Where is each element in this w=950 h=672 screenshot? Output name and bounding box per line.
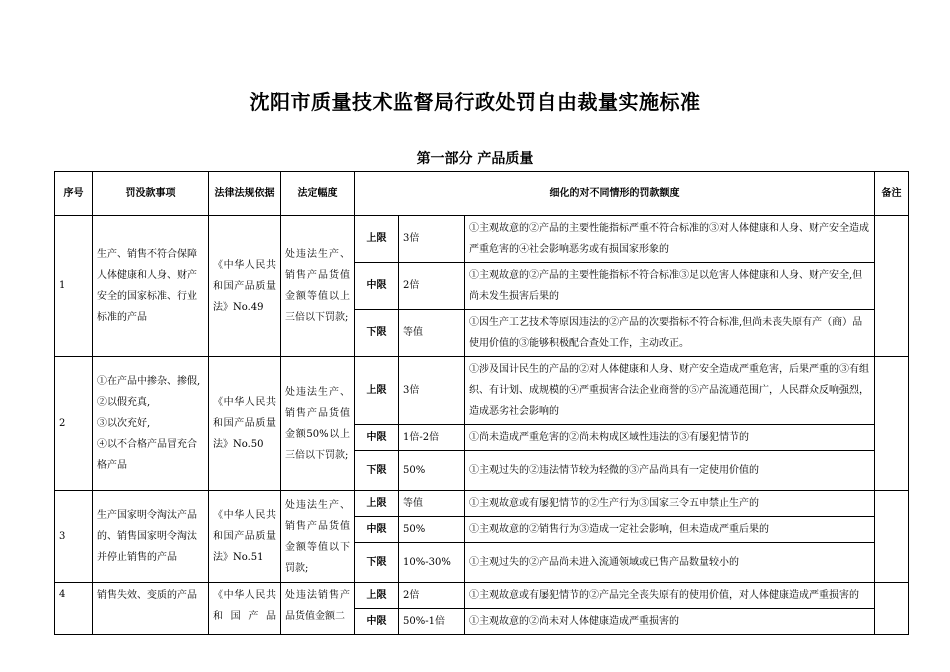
level-multiplier: 50%-1倍 <box>399 609 465 635</box>
row-range: 处违法销售产品货值金额二 <box>281 583 355 635</box>
row-law: 《中华人民共和国产品 <box>209 583 281 635</box>
row-note <box>875 216 909 357</box>
row-seq: 4 <box>55 583 93 635</box>
level-label: 下限 <box>355 451 399 491</box>
row-item: 生产国家明令淘汰产品的、销售国家明令淘汰并停止销售的产品 <box>93 491 209 583</box>
header-seq: 序号 <box>55 172 93 216</box>
level-multiplier: 10%-30% <box>399 543 465 583</box>
level-detail: ①涉及国计民生的产品的②对人体健康和人身、财产安全造成严重危害，后果严重的③有组织、有计划、成规模的④严重损害合法企业商誉的⑤产品流通范围广，人民群众反响强烈，造成恶劣社会影响的 <box>465 357 875 425</box>
document-title: 沈阳市质量技术监督局行政处罚自由裁量实施标准 <box>249 90 701 114</box>
level-detail: ①因生产工艺技术等原因违法的②产品的次要指标不符合标准,但尚未丧失原有产（商）品使用价值的③能够积极配合查处工作，主动改正。 <box>465 310 875 357</box>
item-line: ①在产品中掺杂、掺假, <box>97 376 201 387</box>
level-multiplier: 2倍 <box>399 583 465 609</box>
header-law: 法律法规依据 <box>209 172 281 216</box>
table-row <box>55 216 909 263</box>
level-label: 上限 <box>355 491 399 517</box>
level-label: 上限 <box>355 216 399 263</box>
table-row <box>55 491 909 517</box>
row-seq: 2 <box>55 357 93 491</box>
row-law: 《中华人民共和国产品质量法》No.49 <box>209 216 281 357</box>
row-note <box>875 357 909 491</box>
header-note: 备注 <box>875 172 909 216</box>
level-label: 中限 <box>355 517 399 543</box>
row-seq: 1 <box>55 216 93 357</box>
row-item: 生产、销售不符合保障人体健康和人身、财产安全的国家标准、行业标准的产品 <box>93 216 209 357</box>
row-range: 处违法生产、销售产品货值金额等值以下罚款; <box>281 491 355 583</box>
level-detail: ①主观过失的②违法情节较为轻微的③产品尚具有一定使用价值的 <box>465 451 875 491</box>
level-multiplier: 等值 <box>399 310 465 357</box>
item-line: ④以不合格产品冒充合格产品 <box>97 439 197 471</box>
table-header-row <box>55 172 909 216</box>
level-multiplier: 等值 <box>399 491 465 517</box>
row-note <box>875 491 909 583</box>
level-detail: ①主观故意的②产品的主要性能指标不符合标准③足以危害人体健康和人身、财产安全,但尚未发生损害后果的 <box>465 263 875 310</box>
level-multiplier: 3倍 <box>399 216 465 263</box>
row-seq: 3 <box>55 491 93 583</box>
row-law: 《中华人民共和国产品质量法》No.50 <box>209 357 281 491</box>
header-item: 罚没款事项 <box>93 172 209 216</box>
item-line: ③以次充好, <box>97 418 151 429</box>
level-multiplier: 2倍 <box>399 263 465 310</box>
level-multiplier: 3倍 <box>399 357 465 425</box>
level-detail: ①主观过失的②产品尚未进入流通领域或已售产品数量较小的 <box>465 543 875 583</box>
part-title: 第一部分 产品质量 <box>416 151 534 167</box>
level-label: 中限 <box>355 425 399 451</box>
level-detail: ①主观故意的②尚未对人体健康造成严重损害的 <box>465 609 875 635</box>
level-label: 中限 <box>355 263 399 310</box>
level-label: 下限 <box>355 310 399 357</box>
row-note <box>875 583 909 635</box>
level-label: 上限 <box>355 357 399 425</box>
level-detail: ①主观故意或有屡犯情节的②产品完全丧失原有的使用价值，对人体健康造成严重损害的 <box>465 583 875 609</box>
item-line: ②以假充真, <box>97 397 151 408</box>
level-multiplier: 50% <box>399 517 465 543</box>
table-row <box>55 583 909 609</box>
table-row <box>55 357 909 425</box>
row-range: 处违法生产、销售产品货值金额50%以上三倍以下罚款; <box>281 357 355 491</box>
level-detail: ①主观故意的②销售行为③造成一定社会影响，但未造成严重后果的 <box>465 517 875 543</box>
level-detail: ①尚未造成严重危害的②尚未构成区域性违法的③有屡犯情节的 <box>465 425 875 451</box>
level-multiplier: 50% <box>399 451 465 491</box>
header-detail: 细化的对不同情形的罚款额度 <box>355 172 875 216</box>
header-range: 法定幅度 <box>281 172 355 216</box>
level-label: 中限 <box>355 609 399 635</box>
level-detail: ①主观故意的②产品的主要性能指标严重不符合标准的③对人体健康和人身、财产安全造成严重危害的④社会影响恶劣或有损国家形象的 <box>465 216 875 263</box>
level-label: 下限 <box>355 543 399 583</box>
row-range: 处违法生产、销售产品货值金额等值以上三倍以下罚款; <box>281 216 355 357</box>
level-label: 上限 <box>355 583 399 609</box>
level-detail: ①主观故意或有屡犯情节的②生产行为③国家三令五申禁止生产的 <box>465 491 875 517</box>
penalty-standard-table <box>54 171 909 635</box>
row-item <box>93 357 209 491</box>
row-item: 销售失效、变质的产品 <box>93 583 209 635</box>
level-multiplier: 1倍-2倍 <box>399 425 465 451</box>
row-law: 《中华人民共和国产品质量法》No.51 <box>209 491 281 583</box>
